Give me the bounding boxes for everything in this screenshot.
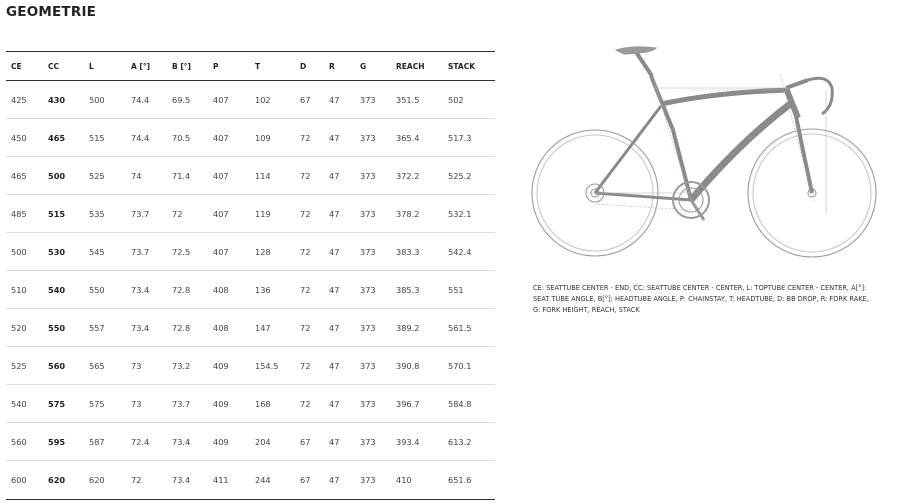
table-cell: 515 bbox=[43, 195, 84, 233]
table-cell: 72 bbox=[295, 157, 324, 195]
column-header: P bbox=[208, 52, 250, 81]
table-cell: 47 bbox=[324, 157, 355, 195]
table-cell: 74.4 bbox=[126, 81, 167, 119]
table-cell: 72 bbox=[295, 195, 324, 233]
table-cell: 500 bbox=[6, 233, 43, 271]
table-cell: 71.4 bbox=[167, 157, 208, 195]
table-cell: 600 bbox=[6, 461, 43, 500]
table-row bbox=[6, 233, 495, 271]
table-row bbox=[6, 157, 495, 195]
table-cell: 74.4 bbox=[126, 119, 167, 157]
table-cell: 551 bbox=[443, 271, 495, 309]
table-cell: 373 bbox=[355, 309, 391, 347]
table-cell: 351.5 bbox=[391, 81, 443, 119]
table-cell: 114 bbox=[250, 157, 295, 195]
top-tube bbox=[661, 90, 790, 104]
table-row bbox=[6, 309, 495, 347]
table-cell: 73.7 bbox=[126, 195, 167, 233]
table-cell: 411 bbox=[208, 461, 250, 500]
table-cell: 47 bbox=[324, 271, 355, 309]
table-cell: 530 bbox=[43, 233, 84, 271]
table-cell: 74 bbox=[126, 157, 167, 195]
column-header: A [°] bbox=[126, 52, 167, 81]
table-cell: 373 bbox=[355, 423, 391, 461]
table-cell: 72.5 bbox=[167, 233, 208, 271]
table-cell: 525.2 bbox=[443, 157, 495, 195]
table-cell: 560 bbox=[43, 347, 84, 385]
table-cell: 517.3 bbox=[443, 119, 495, 157]
column-header: CE bbox=[6, 52, 43, 81]
table-cell: 557 bbox=[84, 309, 126, 347]
table-cell: 102 bbox=[250, 81, 295, 119]
column-header: CC bbox=[43, 52, 84, 81]
table-cell: 595 bbox=[43, 423, 84, 461]
table-cell: 561.5 bbox=[443, 309, 495, 347]
table-row bbox=[6, 271, 495, 309]
table-cell: 408 bbox=[208, 271, 250, 309]
table-cell: 47 bbox=[324, 385, 355, 423]
table-cell: 73.2 bbox=[167, 347, 208, 385]
table-cell: 407 bbox=[208, 81, 250, 119]
table-cell: 373 bbox=[355, 157, 391, 195]
table-cell: 651.6 bbox=[443, 461, 495, 500]
geometry-legend: CE: SEATTUBE CENTER - END, CC: SEATTUBE CENTER - CENTER, L: TOPTUBE CENTER - CENTER, A[°]: SEAT TUBE ANGLE, B[°]: HEADTUBE ANGLE, P: CHAINSTAY, T: HEADTUBE, D: BB DROP, R: FORK RAKE, G: FORK HEIGHT, REACH, STACK bbox=[533, 284, 869, 314]
column-header: G bbox=[355, 52, 391, 81]
table-cell: 73.4 bbox=[126, 271, 167, 309]
table-cell: 532.1 bbox=[443, 195, 495, 233]
table-cell: 73.7 bbox=[167, 385, 208, 423]
table-cell: 373 bbox=[355, 81, 391, 119]
table-cell: 575 bbox=[43, 385, 84, 423]
table-header-row bbox=[6, 52, 495, 81]
table-cell: 72.4 bbox=[126, 423, 167, 461]
table-cell: 73 bbox=[126, 385, 167, 423]
table-cell: 373 bbox=[355, 119, 391, 157]
chainstay-line bbox=[595, 204, 691, 210]
table-cell: 542.4 bbox=[443, 233, 495, 271]
table-cell: 373 bbox=[355, 195, 391, 233]
table-row bbox=[6, 385, 495, 423]
table-body bbox=[6, 81, 495, 500]
table-cell: 485 bbox=[6, 195, 43, 233]
table-cell: 560 bbox=[6, 423, 43, 461]
table-cell: 244 bbox=[250, 461, 295, 500]
table-cell: 620 bbox=[43, 461, 84, 500]
table-cell: 385.3 bbox=[391, 271, 443, 309]
column-header: STACK bbox=[443, 52, 495, 81]
table-cell: 72 bbox=[295, 271, 324, 309]
table-cell: 525 bbox=[6, 347, 43, 385]
geometry-table bbox=[6, 51, 495, 500]
table-cell: 550 bbox=[43, 309, 84, 347]
table-cell: 67 bbox=[295, 423, 324, 461]
table-cell: 47 bbox=[324, 461, 355, 500]
table-cell: 72 bbox=[295, 385, 324, 423]
table-cell: 47 bbox=[324, 119, 355, 157]
stem bbox=[786, 80, 808, 88]
table-cell: 69.5 bbox=[167, 81, 208, 119]
table-cell: 565 bbox=[84, 347, 126, 385]
table-cell: 72 bbox=[126, 461, 167, 500]
column-header: T bbox=[250, 52, 295, 81]
table-cell: 383.3 bbox=[391, 233, 443, 271]
table-cell: 67 bbox=[295, 461, 324, 500]
table-row bbox=[6, 347, 495, 385]
table-cell: 500 bbox=[43, 157, 84, 195]
table-cell: 575 bbox=[84, 385, 126, 423]
table-cell: 73.4 bbox=[167, 461, 208, 500]
table-cell: 378.2 bbox=[391, 195, 443, 233]
table-cell: 373 bbox=[355, 271, 391, 309]
table-cell: 73.4 bbox=[167, 423, 208, 461]
bike-geometry-illustration bbox=[528, 44, 892, 268]
table-cell: 168 bbox=[250, 385, 295, 423]
table-row bbox=[6, 461, 495, 500]
table-cell: 390.8 bbox=[391, 347, 443, 385]
table-cell: 72 bbox=[295, 347, 324, 385]
saddle bbox=[616, 47, 656, 54]
table-cell: 584.8 bbox=[443, 385, 495, 423]
column-header: D bbox=[295, 52, 324, 81]
table-cell: 407 bbox=[208, 157, 250, 195]
table-cell: 450 bbox=[6, 119, 43, 157]
table-cell: 73.4 bbox=[126, 309, 167, 347]
table-cell: 393.4 bbox=[391, 423, 443, 461]
table-cell: 389.2 bbox=[391, 309, 443, 347]
table-cell: 510 bbox=[6, 271, 43, 309]
table-cell: 109 bbox=[250, 119, 295, 157]
table-cell: 136 bbox=[250, 271, 295, 309]
seatpost bbox=[636, 52, 652, 76]
table-cell: 409 bbox=[208, 423, 250, 461]
table-cell: 430 bbox=[43, 81, 84, 119]
table-cell: 407 bbox=[208, 119, 250, 157]
table-cell: 72.8 bbox=[167, 271, 208, 309]
table-cell: 72 bbox=[167, 195, 208, 233]
table-cell: 73 bbox=[126, 347, 167, 385]
table-cell: 72 bbox=[295, 309, 324, 347]
table-cell: 373 bbox=[355, 347, 391, 385]
table-cell: 407 bbox=[208, 233, 250, 271]
table-cell: 525 bbox=[84, 157, 126, 195]
down-tube bbox=[691, 104, 790, 200]
table-cell: 365.4 bbox=[391, 119, 443, 157]
table-cell: 587 bbox=[84, 423, 126, 461]
table-cell: 72 bbox=[295, 119, 324, 157]
table-cell: 373 bbox=[355, 385, 391, 423]
table-cell: 72 bbox=[295, 233, 324, 271]
table-row bbox=[6, 195, 495, 233]
table-cell: 373 bbox=[355, 461, 391, 500]
table-cell: 620 bbox=[84, 461, 126, 500]
table-cell: 47 bbox=[324, 423, 355, 461]
table-cell: 570.1 bbox=[443, 347, 495, 385]
table-cell: 465 bbox=[6, 157, 43, 195]
table-cell: 540 bbox=[43, 271, 84, 309]
table-cell: 47 bbox=[324, 195, 355, 233]
fork bbox=[796, 116, 812, 193]
table-cell: 613.2 bbox=[443, 423, 495, 461]
table-cell: 409 bbox=[208, 385, 250, 423]
table-cell: 500 bbox=[84, 81, 126, 119]
table-cell: 70.5 bbox=[167, 119, 208, 157]
table-cell: 515 bbox=[84, 119, 126, 157]
page-title: GEOMETRIE bbox=[6, 4, 97, 20]
table-cell: 128 bbox=[250, 233, 295, 271]
table-cell: 204 bbox=[250, 423, 295, 461]
table-cell: 119 bbox=[250, 195, 295, 233]
table-cell: 67 bbox=[295, 81, 324, 119]
column-header: L bbox=[84, 52, 126, 81]
table-row bbox=[6, 81, 495, 119]
handlebar bbox=[808, 78, 832, 114]
table-row bbox=[6, 423, 495, 461]
table-cell: 47 bbox=[324, 309, 355, 347]
table-cell: 520 bbox=[6, 309, 43, 347]
table-cell: 545 bbox=[84, 233, 126, 271]
table-cell: 409 bbox=[208, 347, 250, 385]
table-cell: 425 bbox=[6, 81, 43, 119]
table-cell: 73.7 bbox=[126, 233, 167, 271]
column-header: B [°] bbox=[167, 52, 208, 81]
table-row bbox=[6, 119, 495, 157]
table-cell: 535 bbox=[84, 195, 126, 233]
column-header: R bbox=[324, 52, 355, 81]
chainstay bbox=[595, 193, 691, 200]
table-cell: 408 bbox=[208, 309, 250, 347]
table-cell: 540 bbox=[6, 385, 43, 423]
table-cell: 72.8 bbox=[167, 309, 208, 347]
table-cell: 396.7 bbox=[391, 385, 443, 423]
table-cell: 47 bbox=[324, 233, 355, 271]
table-cell: 47 bbox=[324, 347, 355, 385]
table-cell: 147 bbox=[250, 309, 295, 347]
table-cell: 410 bbox=[391, 461, 443, 500]
table-cell: 47 bbox=[324, 81, 355, 119]
table-cell: 372.2 bbox=[391, 157, 443, 195]
table-cell: 373 bbox=[355, 233, 391, 271]
table-cell: 465 bbox=[43, 119, 84, 157]
table-cell: 550 bbox=[84, 271, 126, 309]
table-cell: 154.5 bbox=[250, 347, 295, 385]
table-cell: 407 bbox=[208, 195, 250, 233]
column-header: REACH bbox=[391, 52, 443, 81]
table-cell: 502 bbox=[443, 81, 495, 119]
